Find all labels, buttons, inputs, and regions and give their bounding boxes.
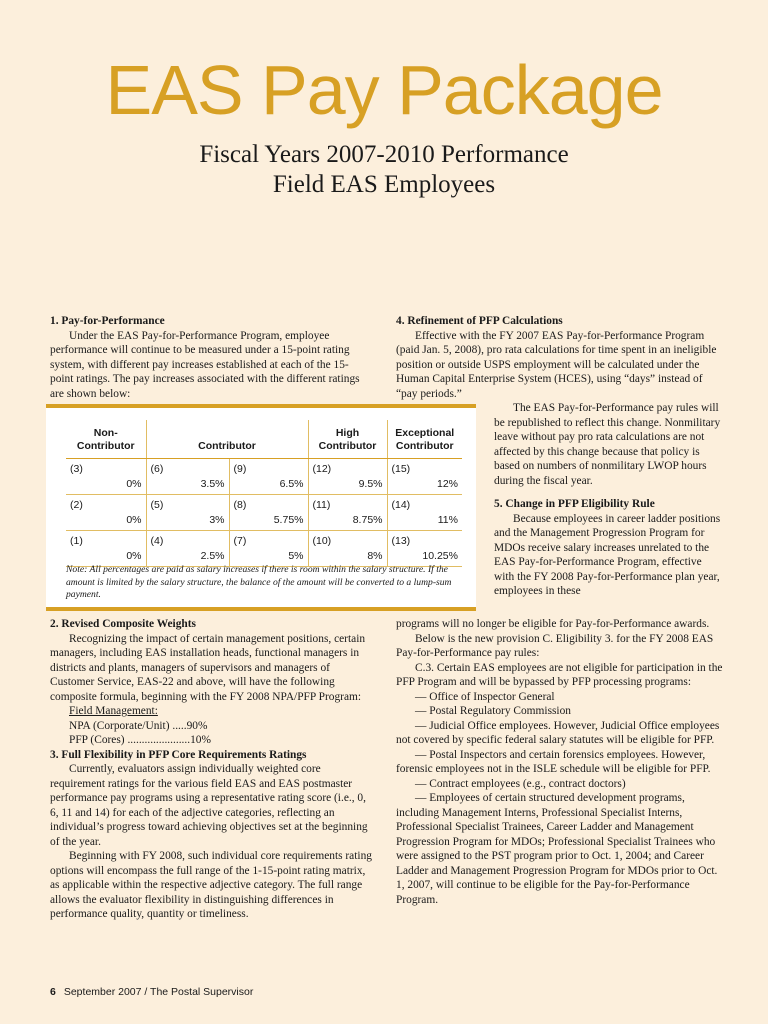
section-4-paragraph-2: The EAS Pay-for-Performance pay rules will be republished to reflect this change. Nonmilitary leave without pay pro rata calculations are not affected by this change because that policy is based on numbers of nonmilitary LWOP hours during the fiscal year.: [494, 402, 721, 487]
header-contributor: Contributor: [146, 420, 308, 458]
subtitle-line-1: Fiscal Years 2007-2010 Performance: [199, 141, 569, 168]
section-4-heading: 4. Refinement of PFP Calculations: [396, 315, 563, 327]
ineligible-item: — Postal Regulatory Commission: [415, 705, 571, 717]
section-1-body: Under the EAS Pay-for-Performance Program, employee performance will continue to be measured under a 15-point rating system, with different pay increases established at each of the 15-point ratings. The pay increases associated with the different ratings are shown below:: [50, 329, 360, 400]
pay-increase-table-box: [46, 404, 476, 611]
subtitle-line-2: Field EAS Employees: [272, 171, 496, 198]
table-cell: (9) 6.5%: [229, 458, 308, 494]
section-1: [50, 314, 372, 401]
section-5-paragraph-1b: programs will no longer be eligible for Pay-for-Performance awards.: [396, 618, 710, 630]
section-5-paragraph-1a: Because employees in career ladder positions and the Management Progression Program for MDOs receive salary increases unrelated to the EAS Pay-for-Performance Program, effective with the FY 2008 Pay-for-Performance plan year, employees in these: [494, 512, 721, 597]
section-5-heading: 5. Change in PFP Eligibility Rule: [494, 498, 655, 510]
table-note: Note: All percentages are paid as salary increases if there is room within the salary structure. If the amount is limited by the salary structure, the balance of the amount will be converted to a lump-sum payment.: [66, 564, 452, 600]
table-row: [66, 458, 462, 494]
table-cell: (10) 8%: [308, 530, 387, 566]
page-footer: [50, 986, 253, 998]
table-cell: (13) 10.25%: [387, 530, 462, 566]
header-exceptional-contributor: Exceptional Contributor: [387, 420, 462, 458]
table-cell: (1) 0%: [66, 530, 146, 566]
header-high-contributor: High Contributor: [308, 420, 387, 458]
ineligible-item: — Employees of certain structured development programs, including Management Interns, Professional Specialist Interns, Professional Specialist Trainees, Career Ladder and Management Progression Program for MDOs; Professional Specialist Trainees who were assigned to the PST program prior to Oct. 1, 2004; and Career Ladder and Management Progression Program for MDOs prior to Oct. 1, 2007, will continue to be eligible for the Pay-for-Performance Program.: [396, 792, 718, 906]
section-2-body: Recognizing the impact of certain management positions, certain managers, including EAS installation heads, functional managers in districts and plants, managers of supervisors and managers of Customer Service, EAS-22 and above, will have the following composite formula, beginning with the FY 2008 NPA/PFP Program:: [50, 632, 366, 703]
table-cell: (4) 2.5%: [146, 530, 229, 566]
table-cell: (15) 12%: [387, 458, 462, 494]
section-2-heading: 2. Revised Composite Weights: [50, 618, 196, 630]
table-cell: (3) 0%: [66, 458, 146, 494]
table-cell: (8) 5.75%: [229, 494, 308, 530]
table-cell: (5) 3%: [146, 494, 229, 530]
section-3-paragraph-2: Beginning with FY 2008, such individual core requirements rating options will encompass the full range of the 1-15-point rating matrix, as applicable within the respective adjective category. The full range allows the evaluator flexibility in distinguishing differences in performance quality, quantity or timeliness.: [50, 850, 372, 920]
ineligible-item: — Postal Inspectors and certain forensics employees. However, forensic employees not in the ISLE schedule will be eligible for PFP.: [396, 748, 711, 775]
table-cell: (6) 3.5%: [146, 458, 229, 494]
table-cell: (11) 8.75%: [308, 494, 387, 530]
section-4-5-narrow: [494, 401, 724, 599]
table-cell: (7) 5%: [229, 530, 308, 566]
table-row: [66, 530, 462, 566]
sections-2-3: [50, 617, 377, 922]
section-3-paragraph-1: Currently, evaluators assign individually weighted core requirement ratings for the various field EAS and EAS postmaster performance pay programs using a representative rating score (i.e., 0, 6, 11 and 14) for each of the adjective categories, reflecting an individual’s progress toward achieving objectives set at the beginning of the year.: [50, 763, 368, 848]
section-5-continued: [396, 617, 725, 907]
field-management-label: Field Management:: [69, 705, 158, 717]
section-5-paragraph-2: Below is the new provision C. Eligibility 3. for the FY 2008 EAS Pay-for-Performance pay rules:: [396, 632, 714, 659]
table-header-row: [66, 420, 462, 458]
pay-increase-table: [66, 420, 462, 567]
table-cell: (12) 9.5%: [308, 458, 387, 494]
table-row: [66, 494, 462, 530]
ineligible-item: — Contract employees (e.g., contract doctors): [415, 777, 626, 790]
section-3-heading: 3. Full Flexibility in PFP Core Requirements Ratings: [50, 748, 307, 761]
npa-weight: NPA (Corporate/Unit) .....90%: [69, 719, 208, 732]
section-4-paragraph-1: Effective with the FY 2007 EAS Pay-for-Performance Program (paid Jan. 5, 2008), pro rata calculations for time spent in an ineligible position or outside USPS employment will be calculated under the Human Capital Enterprise System (HCES), using “days” instead of “pay periods.”: [396, 329, 717, 400]
table-cell: (2) 0%: [66, 494, 146, 530]
ineligible-item: — Judicial Office employees. However, Judicial Office employees not covered by specific federal salary statutes will be eligible for PFP.: [396, 719, 720, 746]
pfp-weight: PFP (Cores) ......................10%: [69, 734, 211, 746]
footer-text: September 2007 / The Postal Supervisor: [63, 986, 254, 998]
section-1-heading: 1. Pay-for-Performance: [50, 315, 165, 327]
header-non-contributor: Non- Contributor: [66, 420, 146, 458]
section-4: [396, 314, 723, 401]
ineligible-item: — Office of Inspector General: [415, 690, 555, 703]
page-title: EAS Pay Package: [105, 51, 663, 129]
table-cell: (14) 11%: [387, 494, 462, 530]
page-number: 6: [50, 986, 56, 998]
section-5-paragraph-3: C.3. Certain EAS employees are not eligible for participation in the PFP Program and will be bypassed by PFP processing programs:: [396, 661, 723, 688]
